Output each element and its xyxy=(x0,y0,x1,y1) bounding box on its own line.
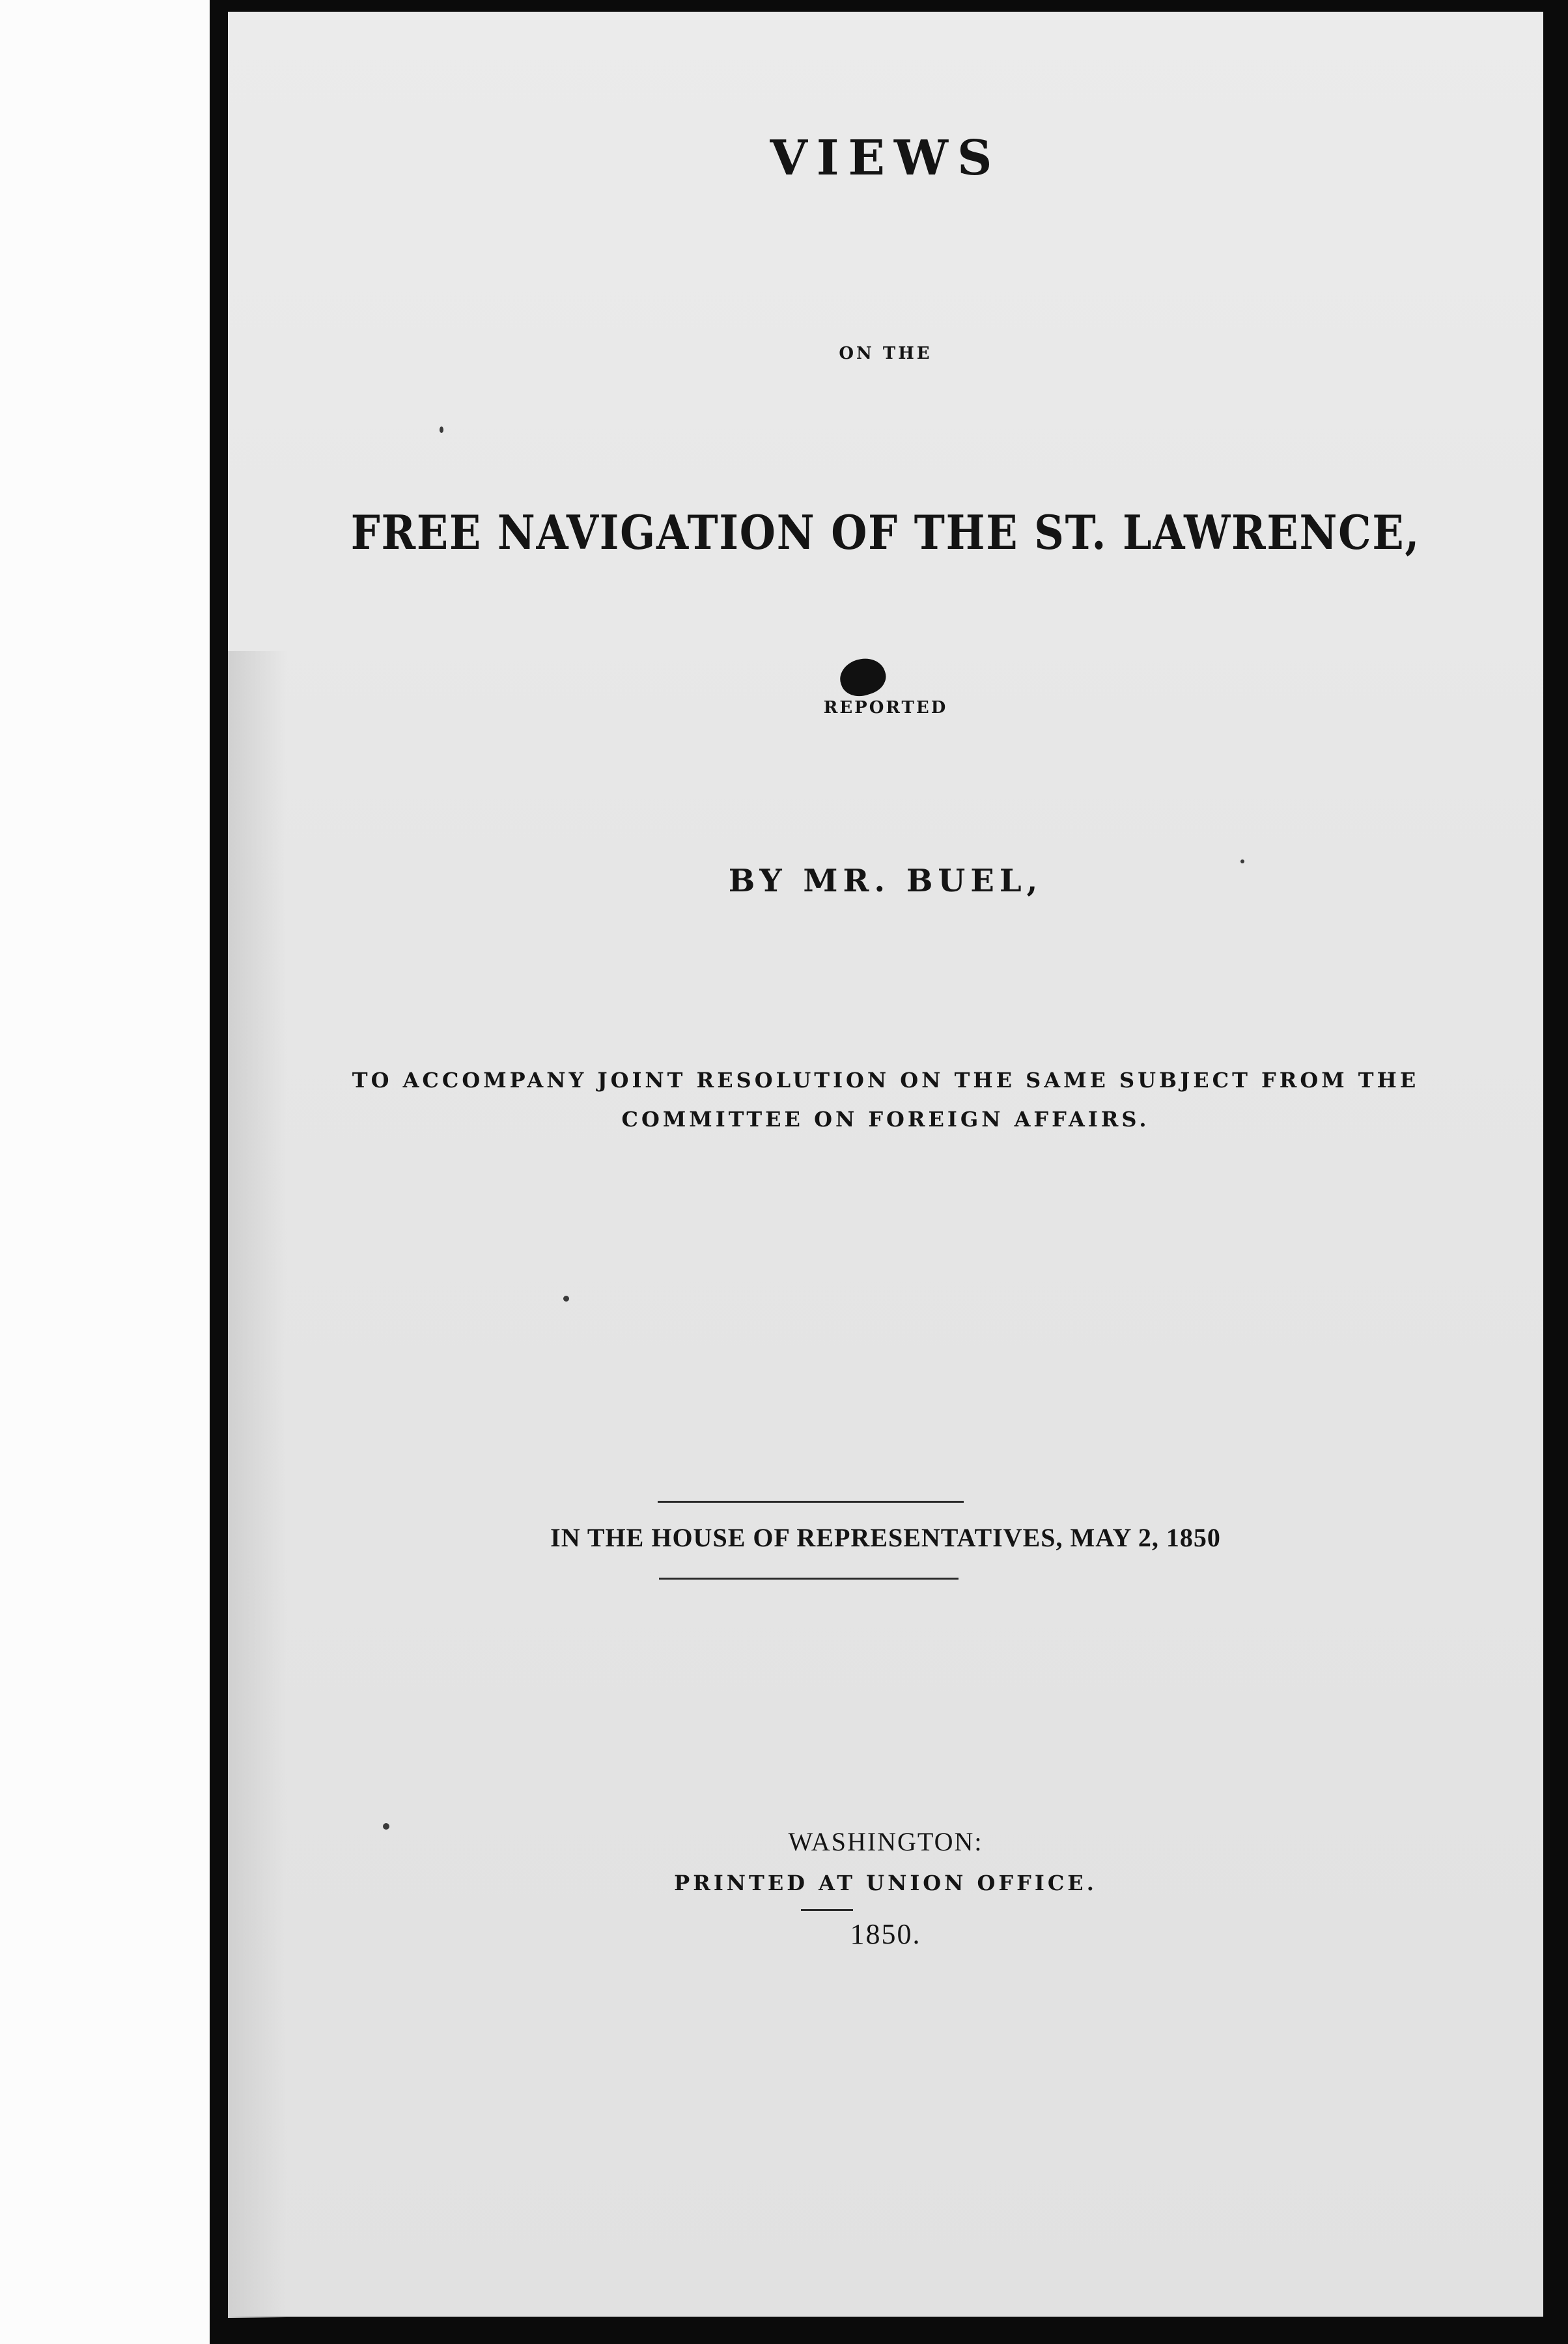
author-byline: BY MR. BUEL, xyxy=(728,863,1043,899)
imprint-printer: PRINTED AT UNION OFFICE. xyxy=(674,1871,1097,1895)
scan-speck xyxy=(440,426,443,433)
purpose-line-2: COMMITTEE ON FOREIGN AFFAIRS. xyxy=(621,1107,1150,1132)
imprint-year: 1850. xyxy=(850,1918,921,1950)
venue-line: IN THE HOUSE OF REPRESENTATIVES, MAY 2, 1850 xyxy=(550,1523,1221,1552)
preposition-line: ON THE xyxy=(839,344,932,363)
torn-page-edge xyxy=(228,651,287,2318)
divider-rule-bottom xyxy=(659,1578,959,1580)
purpose-line-1: TO ACCOMPANY JOINT RESOLUTION ON THE SAME SUBJECT FROM THE xyxy=(352,1068,1420,1093)
document-title: VIEWS xyxy=(770,130,1001,186)
imprint-short-rule xyxy=(801,1909,853,1911)
divider-rule-top xyxy=(658,1501,964,1503)
scan-speck xyxy=(383,1823,389,1830)
scan-speck xyxy=(1240,859,1244,863)
scan-speck xyxy=(563,1296,569,1302)
imprint-place: WASHINGTON: xyxy=(788,1827,983,1856)
reported-line: REPORTED xyxy=(823,698,948,718)
left-margin-blank xyxy=(0,0,210,2344)
document-subject: FREE NAVIGATION OF THE ST. LAWRENCE, xyxy=(350,505,1421,560)
